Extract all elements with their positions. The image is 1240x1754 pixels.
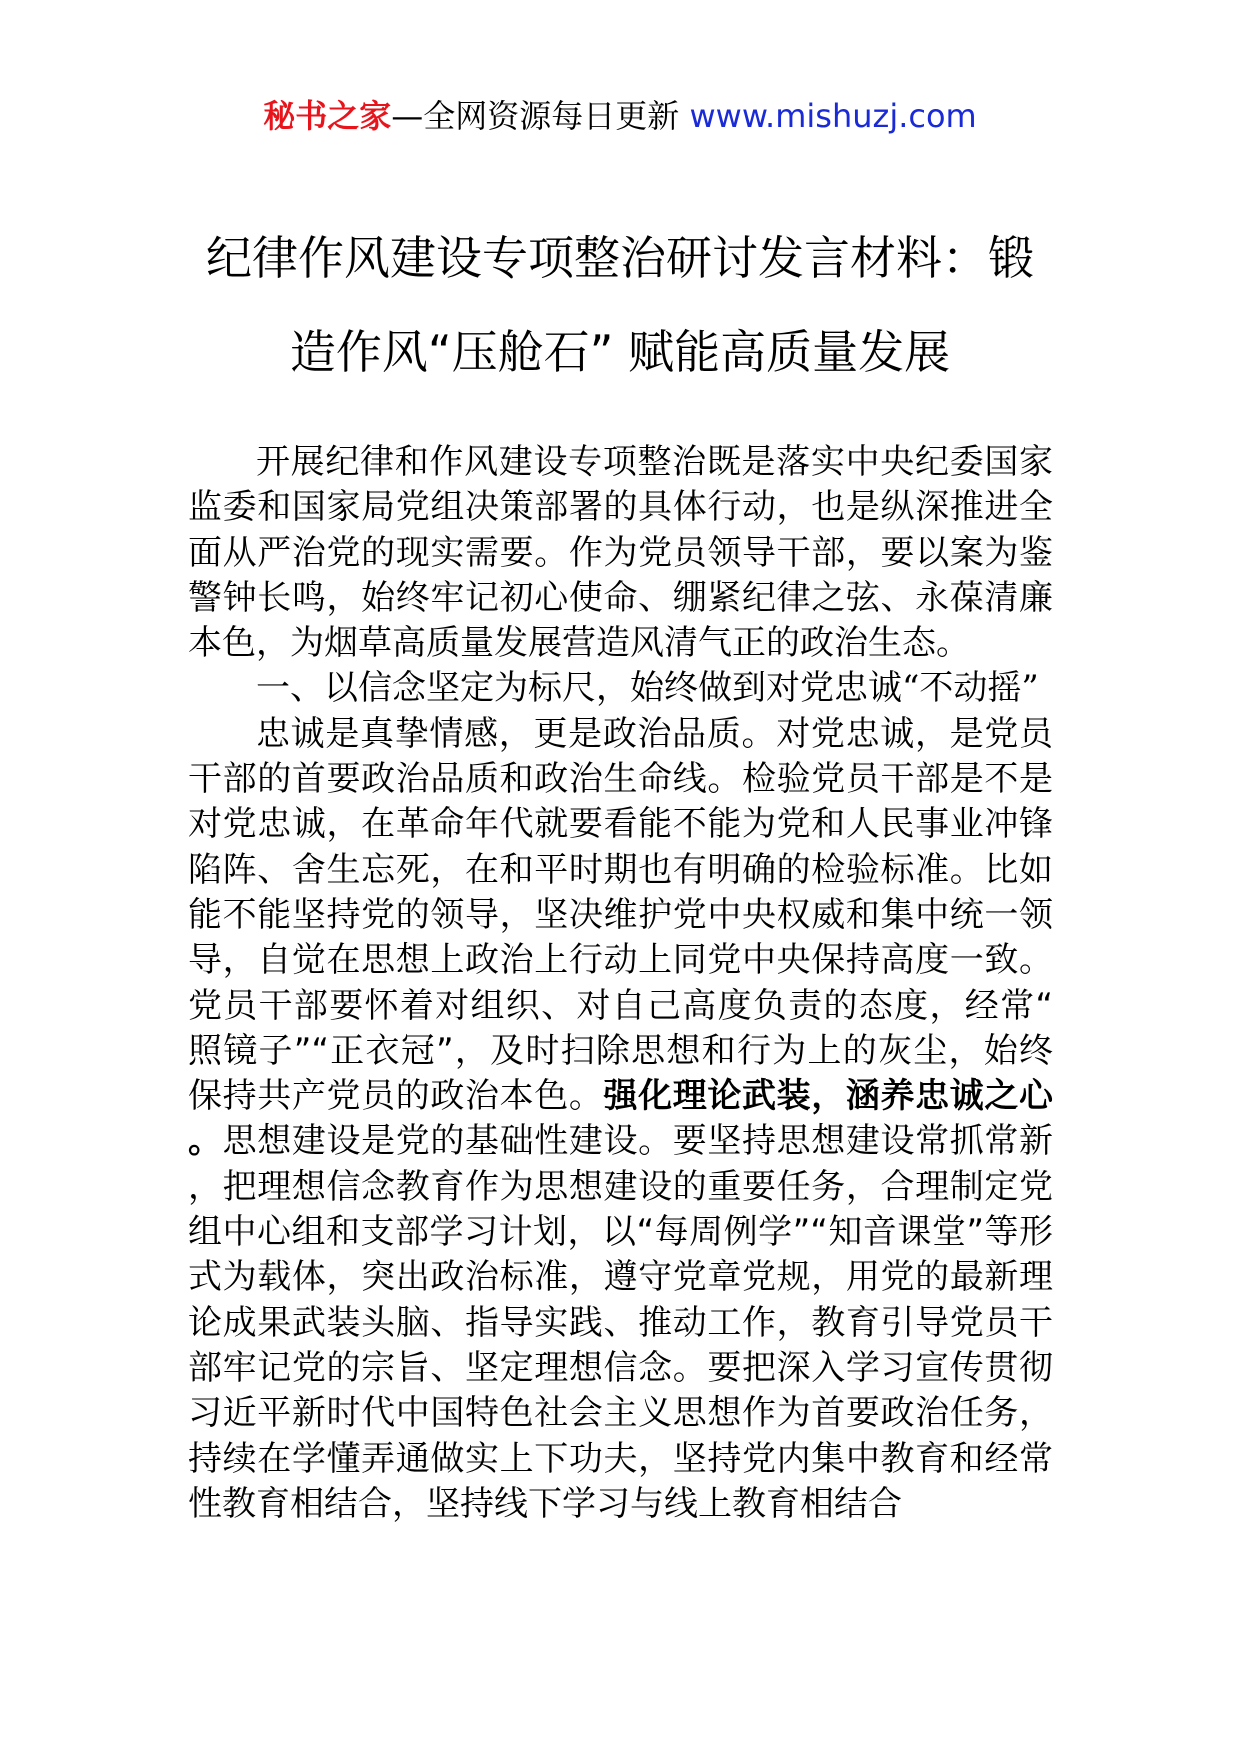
section-1-text-b: 思想建设是党的基础性建设。要坚持思想建设常抓常新，把理想信念教育作为思想建设的重要任务，合理制定党组中心组和支部学习计划，以“每周例学”“知音课堂”等形式为载体，突出政治标准，遵守党章党规，用党的最新理论成果武装头脑、指导实践、推动工作，教育引导党员干部牢记党的宗旨、坚定理想信念。要把深入学习宣传贯彻习近平新时代中国特色社会主义思想作为首要政治任务，持续在学懂弄通做实上下功夫，坚持党内集中教育和经常性教育相结合，坚持线下学习与线上教育相结合: [188, 1121, 1053, 1524]
document-title-line-1: 纪律作风建设专项整治研讨发言材料：锻: [206, 231, 1034, 285]
document-title-line-2: 造作风“压舱石” 赋能高质量发展: [289, 325, 951, 379]
site-tagline: —全网资源每日更新: [391, 97, 680, 135]
section-1-bold-lead: 强化理论武装，涵养忠诚之心。: [188, 1076, 1053, 1162]
section-1-text-a: 忠诚是真挚情感，更是政治品质。对党忠诚，是党员干部的首要政治品质和政治生命线。检验党员干部是不是对党忠诚，在革命年代就要看能不能为党和人民事业冲锋陷阵、舍生忘死，在和平时期也有明确的检验标准。比如能不能坚持党的领导，坚决维护党中央权威和集中统一领导，自觉在思想上政治上行动上同党中央保持高度一致。党员干部要怀着对组织、对自己高度负责的态度，经常“照镜子”“正衣冠”，及时扫除思想和行为上的灰尘，始终保持共产党员的政治本色。: [188, 713, 1053, 1117]
section-1-heading: 一、以信念坚定为标尺，始终做到对党忠诚“不动摇”: [256, 668, 1039, 709]
section-1-paragraph: [188, 712, 1053, 1527]
site-header: [0, 96, 1240, 136]
site-brand: 秘书之家: [263, 97, 392, 135]
document-body: [188, 440, 1053, 1527]
intro-paragraph: 开展纪律和作风建设专项整治既是落实中央纪委国家监委和国家局党组决策部署的具体行动，也是纵深推进全面从严治党的现实需要。作为党员领导干部，要以案为鉴警钟长鸣，始终牢记初心使命、绷紧纪律之弦、永葆清廉本色，为烟草高质量发展营造风清气正的政治生态。: [188, 442, 1053, 664]
document-title: [0, 228, 1240, 382]
site-url-link[interactable]: www.mishuzj.com: [689, 97, 977, 135]
